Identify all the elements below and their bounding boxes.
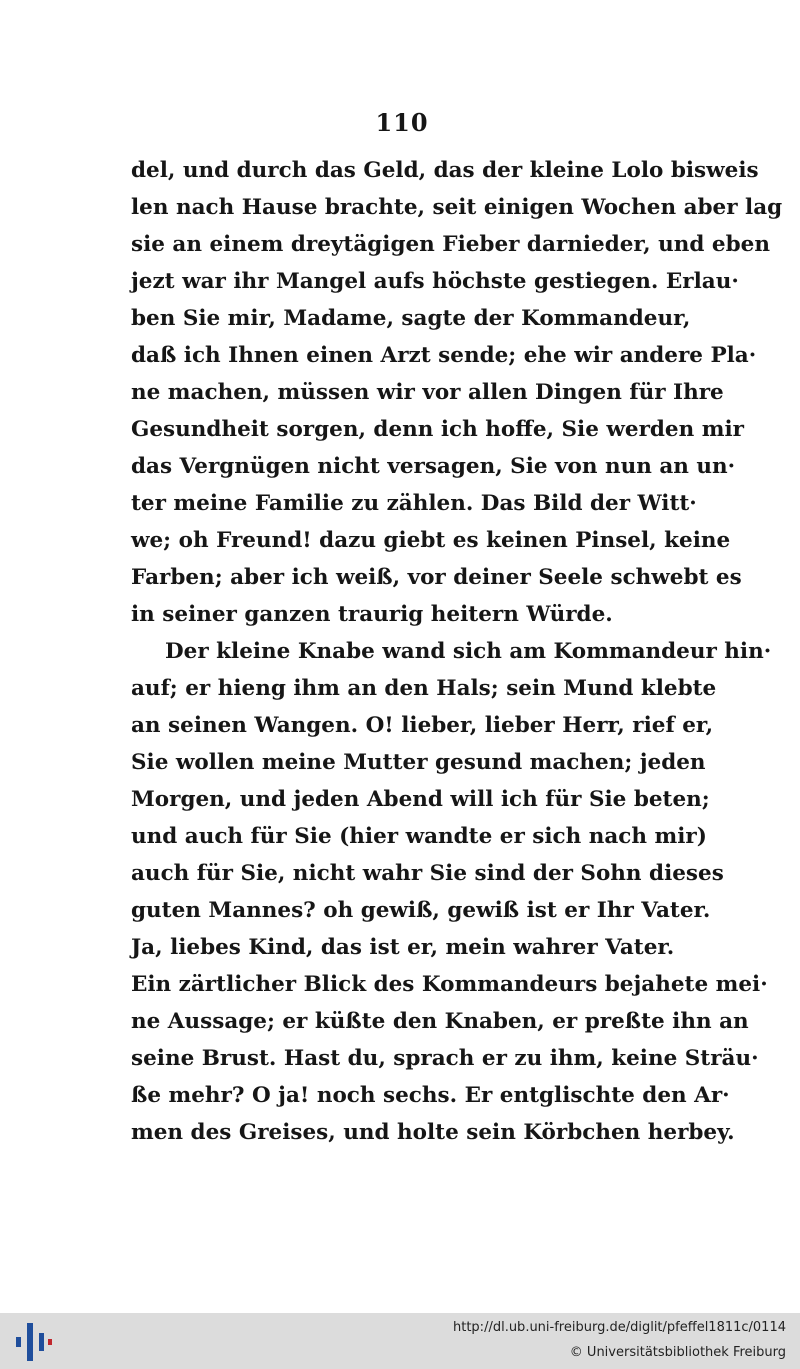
text-line: Gesundheit sorgen, denn ich hoffe, Sie werden mir — [131, 417, 744, 442]
text-block — [131, 152, 783, 1151]
ub-freiburg-logo-icon — [14, 1321, 54, 1363]
text-line: in seiner ganzen traurig heitern Würde. — [131, 602, 613, 627]
text-line: und auch für Sie (hier wandte er sich nach mir) — [131, 824, 707, 849]
footer-copyright: © Universitätsbibliothek Freiburg — [569, 1345, 786, 1360]
logo-bar-right — [39, 1333, 44, 1351]
text-line: daß ich Ihnen einen Arzt sende; ehe wir andere Pla· — [131, 343, 757, 368]
text-line: len nach Hause brachte, seit einigen Wochen aber lag — [131, 195, 783, 220]
text-line: ter meine Familie zu zählen. Das Bild der Witt· — [131, 491, 697, 516]
page-number: 110 — [375, 108, 429, 137]
text-line: men des Greises, und holte sein Körbchen herbey. — [131, 1120, 735, 1145]
text-line: we; oh Freund! dazu giebt es keinen Pinsel, keine — [131, 528, 731, 553]
paragraph-1 — [131, 152, 783, 633]
text-line: auf; er hieng ihm an den Hals; sein Mund klebte — [131, 676, 717, 701]
logo-bar-left — [16, 1337, 21, 1347]
text-line: ße mehr? O ja! noch sechs. Er entglischte den Ar· — [131, 1083, 730, 1108]
text-line: ben Sie mir, Madame, sagte der Kommandeur, — [131, 306, 691, 331]
text-line: an seinen Wangen. O! lieber, lieber Herr, rief er, — [131, 713, 714, 738]
footer-bar — [0, 1313, 800, 1369]
text-line: auch für Sie, nicht wahr Sie sind der Sohn dieses — [131, 861, 724, 886]
footer-url-link[interactable]: http://dl.ub.uni-freiburg.de/diglit/pfeffel1811c/0114 — [453, 1320, 786, 1335]
text-line: Farben; aber ich weiß, vor deiner Seele schwebt es — [131, 565, 742, 590]
text-line: sie an einem dreytägigen Fieber darnieder, und eben — [131, 232, 770, 257]
text-line: seine Brust. Hast du, sprach er zu ihm, keine Sträu· — [131, 1046, 759, 1071]
text-line: Ein zärtlicher Blick des Kommandeurs bejahete mei· — [131, 972, 768, 997]
text-line: del, und durch das Geld, das der kleine Lolo bisweis — [131, 158, 759, 183]
text-line: Sie wollen meine Mutter gesund machen; jeden — [131, 750, 706, 775]
paragraph-2 — [131, 633, 772, 1151]
logo-bar-accent — [48, 1339, 52, 1345]
text-line: jezt war ihr Mangel aufs höchste gestiegen. Erlau· — [131, 269, 739, 294]
text-line: das Vergnügen nicht versagen, Sie von nun an un· — [131, 454, 736, 479]
logo-bar-center — [27, 1323, 33, 1361]
text-line: Ja, liebes Kind, das ist er, mein wahrer Vater. — [131, 935, 675, 960]
text-line: guten Mannes? oh gewiß, gewiß ist er Ihr Vater. — [131, 898, 711, 923]
text-line: ne Aussage; er küßte den Knaben, er preßte ihn an — [131, 1009, 749, 1034]
text-line: Der kleine Knabe wand sich am Kommandeur hin· — [165, 639, 772, 664]
text-line: ne machen, müssen wir vor allen Dingen für Ihre — [131, 380, 724, 405]
text-line: Morgen, und jeden Abend will ich für Sie beten; — [131, 787, 710, 812]
